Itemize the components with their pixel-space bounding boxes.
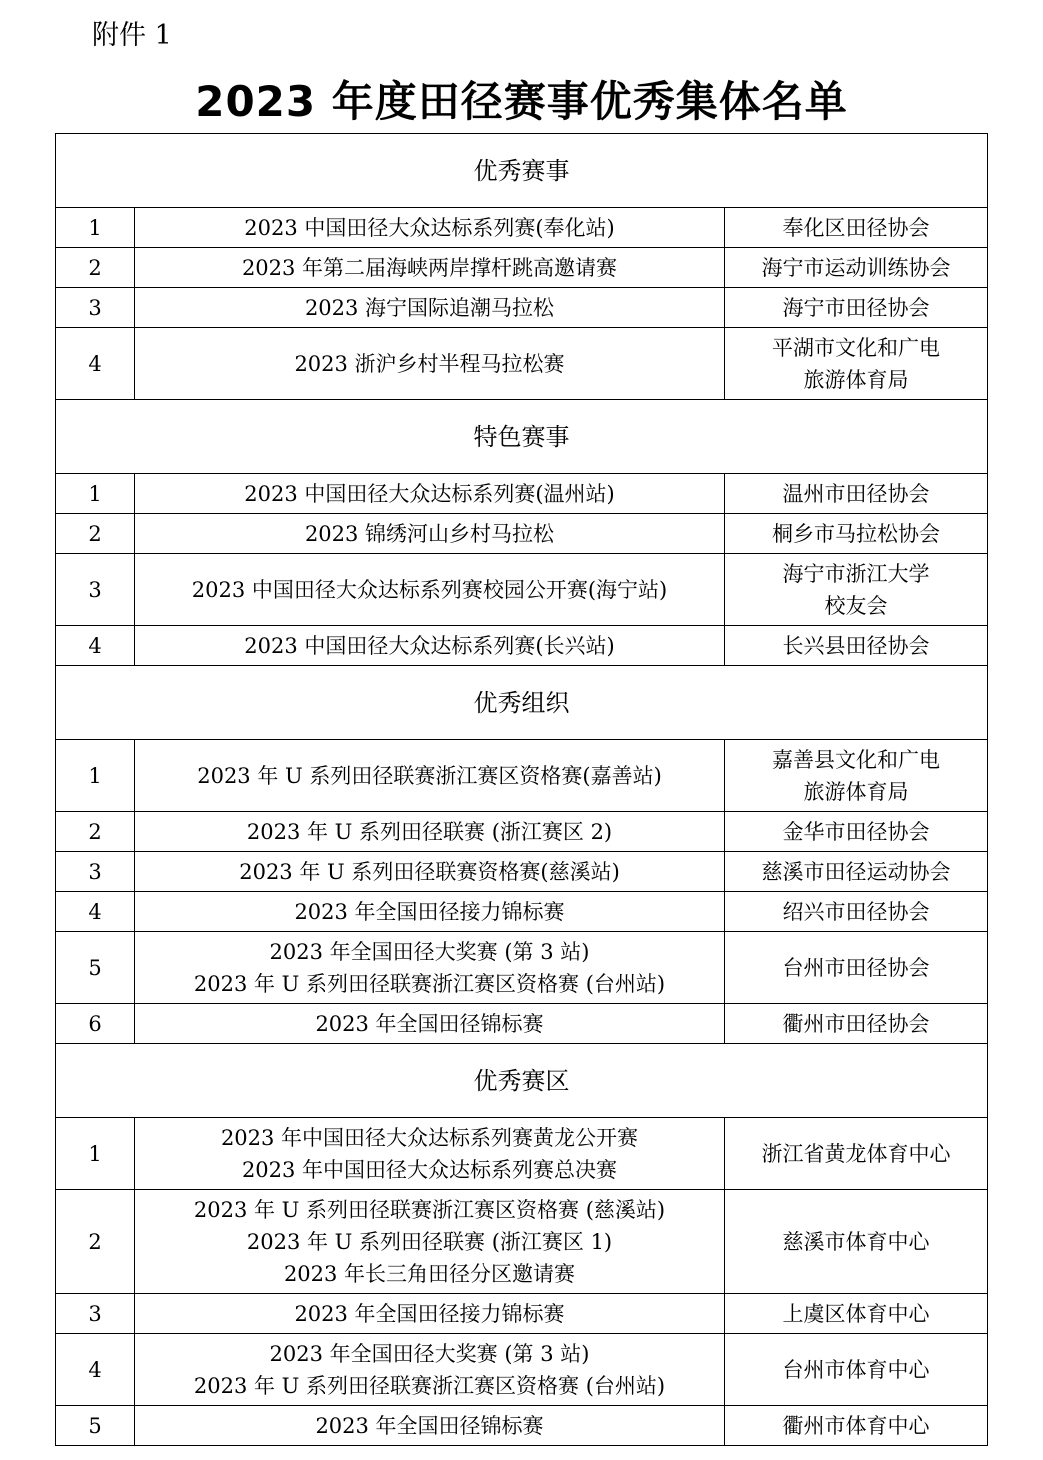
organization-name: 慈溪市体育中心 bbox=[782, 1229, 930, 1254]
organization-cell bbox=[725, 852, 988, 892]
row-number: 1 bbox=[56, 740, 135, 812]
organization-cell bbox=[725, 288, 988, 328]
event-cell bbox=[135, 1190, 725, 1294]
organization-name: 旅游体育局 bbox=[803, 367, 909, 392]
row-number: 4 bbox=[56, 626, 135, 666]
row-number: 3 bbox=[56, 852, 135, 892]
event-name: 2023 浙沪乡村半程马拉松赛 bbox=[294, 351, 565, 376]
event-cell bbox=[135, 1334, 725, 1406]
event-name: 2023 中国田径大众达标系列赛(温州站) bbox=[244, 481, 615, 506]
organization-cell bbox=[725, 1190, 988, 1294]
section-title: 优秀赛事 bbox=[56, 134, 988, 208]
table-row bbox=[56, 248, 988, 288]
row-number: 6 bbox=[56, 1004, 135, 1044]
organization-cell bbox=[725, 892, 988, 932]
organization-name: 台州市体育中心 bbox=[782, 1357, 930, 1382]
organization-cell bbox=[725, 1118, 988, 1190]
organization-cell bbox=[725, 248, 988, 288]
event-name: 2023 年 U 系列田径联赛浙江赛区资格赛(嘉善站) bbox=[197, 763, 662, 788]
organization-name: 平湖市文化和广电 bbox=[772, 335, 940, 360]
row-number: 4 bbox=[56, 1334, 135, 1406]
section-header-row bbox=[56, 1044, 988, 1118]
event-name: 2023 锦绣河山乡村马拉松 bbox=[304, 521, 555, 546]
organization-name: 衢州市体育中心 bbox=[782, 1413, 930, 1438]
row-number: 3 bbox=[56, 1294, 135, 1334]
table-row bbox=[56, 932, 988, 1004]
organization-cell bbox=[725, 626, 988, 666]
event-cell bbox=[135, 248, 725, 288]
event-cell bbox=[135, 474, 725, 514]
event-name: 2023 年中国田径大众达标系列赛总决赛 bbox=[241, 1157, 618, 1182]
organization-name: 温州市田径协会 bbox=[782, 481, 930, 506]
event-cell bbox=[135, 1406, 725, 1446]
award-table bbox=[55, 133, 988, 1446]
table-row bbox=[56, 892, 988, 932]
event-name: 2023 年 U 系列田径联赛 (浙江赛区 2) bbox=[246, 819, 613, 844]
organization-cell bbox=[725, 208, 988, 248]
organization-cell bbox=[725, 932, 988, 1004]
organization-name: 奉化区田径协会 bbox=[782, 215, 930, 240]
event-name: 2023 年全国田径接力锦标赛 bbox=[294, 899, 565, 924]
table-row bbox=[56, 1334, 988, 1406]
organization-cell bbox=[725, 1004, 988, 1044]
event-cell bbox=[135, 852, 725, 892]
organization-cell bbox=[725, 474, 988, 514]
event-name: 2023 年全国田径大奖赛 (第 3 站) bbox=[269, 939, 590, 964]
event-cell bbox=[135, 514, 725, 554]
organization-cell bbox=[725, 554, 988, 626]
table-row bbox=[56, 288, 988, 328]
organization-name: 海宁市运动训练协会 bbox=[761, 255, 951, 280]
organization-name: 校友会 bbox=[824, 593, 888, 618]
event-cell bbox=[135, 554, 725, 626]
organization-name: 台州市田径协会 bbox=[782, 955, 930, 980]
organization-cell bbox=[725, 1294, 988, 1334]
event-name: 2023 年 U 系列田径联赛资格赛(慈溪站) bbox=[239, 859, 620, 884]
organization-name: 上虞区体育中心 bbox=[782, 1301, 930, 1326]
organization-cell bbox=[725, 1334, 988, 1406]
row-number: 1 bbox=[56, 208, 135, 248]
event-cell bbox=[135, 1118, 725, 1190]
organization-cell bbox=[725, 740, 988, 812]
row-number: 5 bbox=[56, 932, 135, 1004]
table-row bbox=[56, 1190, 988, 1294]
table-row bbox=[56, 1294, 988, 1334]
event-name: 2023 年全国田径锦标赛 bbox=[315, 1011, 544, 1036]
row-number: 1 bbox=[56, 474, 135, 514]
organization-cell bbox=[725, 1406, 988, 1446]
row-number: 2 bbox=[56, 1190, 135, 1294]
organization-name: 桐乡市马拉松协会 bbox=[772, 521, 940, 546]
table-row bbox=[56, 514, 988, 554]
event-cell bbox=[135, 288, 725, 328]
organization-name: 海宁市田径协会 bbox=[782, 295, 930, 320]
organization-name: 绍兴市田径协会 bbox=[782, 899, 930, 924]
section-header-row bbox=[56, 400, 988, 474]
section-title: 优秀赛区 bbox=[56, 1044, 988, 1118]
table-row bbox=[56, 812, 988, 852]
organization-cell bbox=[725, 514, 988, 554]
organization-cell bbox=[725, 812, 988, 852]
organization-name: 金华市田径协会 bbox=[782, 819, 930, 844]
table-row bbox=[56, 1406, 988, 1446]
table-row bbox=[56, 852, 988, 892]
organization-name: 衢州市田径协会 bbox=[782, 1011, 930, 1036]
organization-name: 嘉善县文化和广电 bbox=[772, 747, 940, 772]
table-row bbox=[56, 208, 988, 248]
page-title: 2023 年度田径赛事优秀集体名单 bbox=[195, 77, 848, 126]
event-name: 2023 海宁国际追潮马拉松 bbox=[304, 295, 555, 320]
event-cell bbox=[135, 1004, 725, 1044]
table-row bbox=[56, 328, 988, 400]
row-number: 3 bbox=[56, 554, 135, 626]
event-cell bbox=[135, 892, 725, 932]
event-cell bbox=[135, 740, 725, 812]
row-number: 2 bbox=[56, 812, 135, 852]
organization-name: 长兴县田径协会 bbox=[782, 633, 930, 658]
event-name: 2023 中国田径大众达标系列赛(长兴站) bbox=[244, 633, 615, 658]
event-name: 2023 年第二届海峡两岸撑杆跳高邀请赛 bbox=[241, 255, 618, 280]
attachment-label: 附件 1 bbox=[92, 20, 172, 51]
event-name: 2023 年 U 系列田径联赛浙江赛区资格赛 (台州站) bbox=[193, 1373, 666, 1398]
organization-name: 海宁市浙江大学 bbox=[782, 561, 930, 586]
section-title: 特色赛事 bbox=[56, 400, 988, 474]
event-name: 2023 年全国田径接力锦标赛 bbox=[294, 1301, 565, 1326]
row-number: 1 bbox=[56, 1118, 135, 1190]
event-name: 2023 年全国田径锦标赛 bbox=[315, 1413, 544, 1438]
section-header-row bbox=[56, 134, 988, 208]
row-number: 4 bbox=[56, 892, 135, 932]
organization-name: 慈溪市田径运动协会 bbox=[761, 859, 951, 884]
event-name: 2023 年中国田径大众达标系列赛黄龙公开赛 bbox=[220, 1125, 639, 1150]
event-cell bbox=[135, 1294, 725, 1334]
event-name: 2023 年长三角田径分区邀请赛 bbox=[283, 1261, 576, 1286]
table-row bbox=[56, 626, 988, 666]
event-cell bbox=[135, 626, 725, 666]
table-row bbox=[56, 474, 988, 514]
event-cell bbox=[135, 812, 725, 852]
table-row bbox=[56, 740, 988, 812]
event-name: 2023 年 U 系列田径联赛浙江赛区资格赛 (慈溪站) bbox=[193, 1197, 666, 1222]
event-cell bbox=[135, 328, 725, 400]
event-cell bbox=[135, 208, 725, 248]
organization-name: 浙江省黄龙体育中心 bbox=[761, 1141, 951, 1166]
table-row bbox=[56, 1118, 988, 1190]
event-name: 2023 中国田径大众达标系列赛校园公开赛(海宁站) bbox=[191, 577, 668, 602]
organization-name: 旅游体育局 bbox=[803, 779, 909, 804]
event-name: 2023 年 U 系列田径联赛浙江赛区资格赛 (台州站) bbox=[193, 971, 666, 996]
event-name: 2023 年全国田径大奖赛 (第 3 站) bbox=[269, 1341, 590, 1366]
row-number: 2 bbox=[56, 514, 135, 554]
row-number: 5 bbox=[56, 1406, 135, 1446]
table-row bbox=[56, 554, 988, 626]
organization-cell bbox=[725, 328, 988, 400]
section-title: 优秀组织 bbox=[56, 666, 988, 740]
row-number: 4 bbox=[56, 328, 135, 400]
row-number: 2 bbox=[56, 248, 135, 288]
event-name: 2023 中国田径大众达标系列赛(奉化站) bbox=[244, 215, 615, 240]
event-cell bbox=[135, 932, 725, 1004]
table-row bbox=[56, 1004, 988, 1044]
row-number: 3 bbox=[56, 288, 135, 328]
event-name: 2023 年 U 系列田径联赛 (浙江赛区 1) bbox=[246, 1229, 613, 1254]
section-header-row bbox=[56, 666, 988, 740]
